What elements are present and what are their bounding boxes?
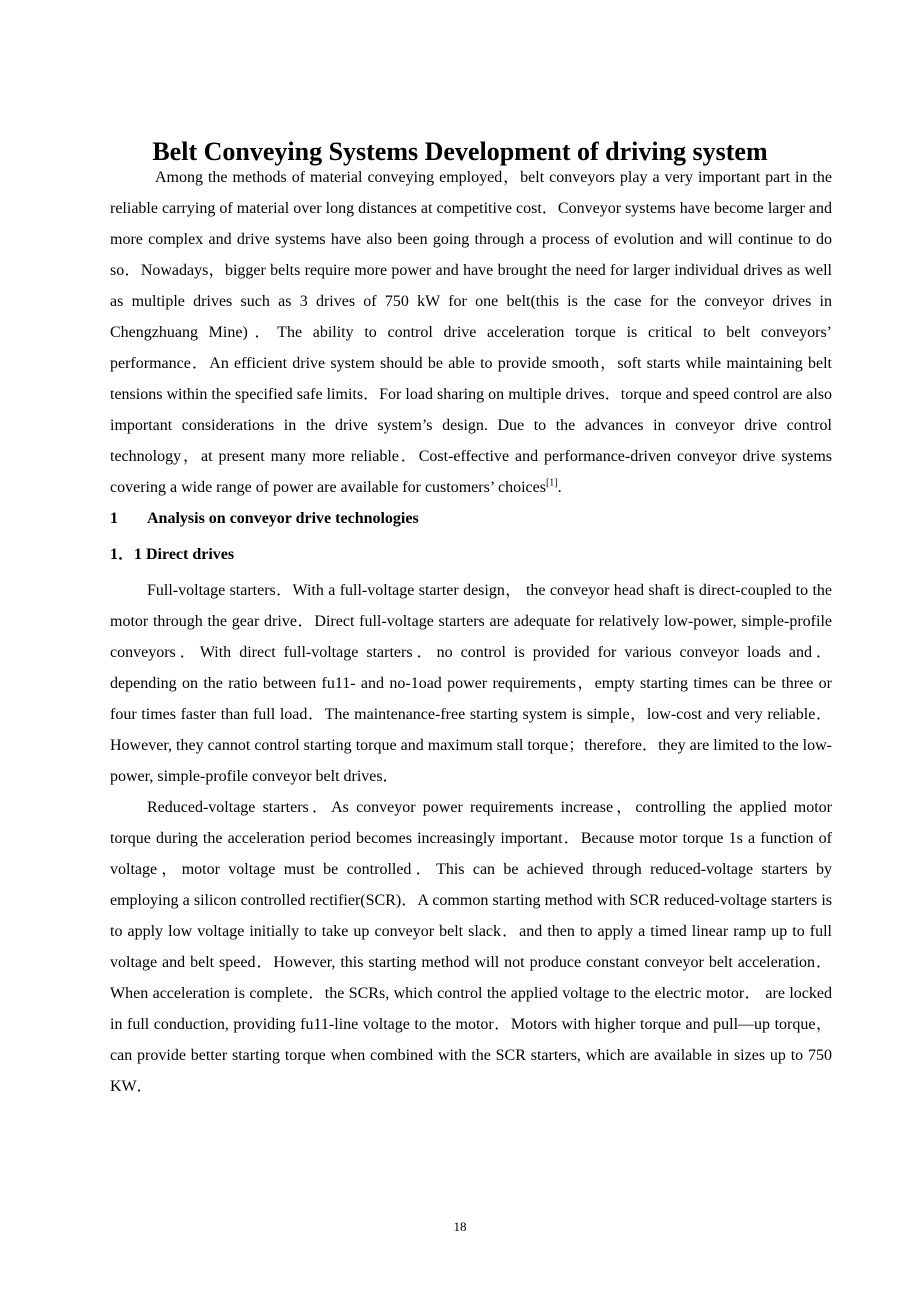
page-number: 18 — [453, 1219, 467, 1234]
section-title: Analysis on conveyor drive technologies — [147, 510, 419, 527]
document-body — [110, 162, 832, 1102]
section-heading-1 — [110, 503, 832, 534]
section-number: 1 — [110, 510, 118, 527]
reduced-voltage-paragraph: Reduced-voltage starters．As conveyor power requirements increase，controlling the applied motor torque during the acceleration period becomes increasingly important．Because motor torque 1s a function of voltage，motor voltage must be controlled．This can be achieved through reduced-voltage starters by employing a silicon controlled rectifier(SCR)．A common starting method with SCR reduced-voltage starters is to apply low voltage initially to take up conveyor belt slack．and then to apply a timed linear ramp up to full voltage and belt speed．However, this starting method will not produce constant conveyor belt acceleration．When acceleration is complete．the SCRs, which control the applied voltage to the electric motor． are locked in full conduction, providing fu11-line voltage to the motor．Motors with higher torque and pull—up torque，can provide better starting torque when combined with the SCR starters, which are available in sizes up to 750 KW． — [110, 799, 833, 1095]
intro-text: Among the methods of material conveying employed，belt conveyors play a very important part in the reliable carrying of material over long distances at competitive cost．Conveyor systems have become larger and more complex and drive systems have also been going through a process of evolution and will continue to do so．Nowadays，bigger belts require more power and have brought the need for larger individual drives as well as multiple drives such as 3 drives of 750 kW for one belt(this is the case for the conveyor drives in Chengzhuang Mine)．The ability to control drive acceleration torque is critical to belt conveyors’ performance．An efficient drive system should be able to provide smooth，soft starts while maintaining belt tensions within the specified safe limits．For load sharing on multiple drives．torque and speed control are also important considerations in the drive system’s design. Due to the advances in conveyor drive control technology，at present many more reliable．Cost-effective and performance-driven conveyor drive systems covering a wide range of power are available for customers’ choices — [110, 169, 832, 496]
page-title: Belt Conveying Systems Development of driving system — [152, 137, 768, 167]
full-voltage-paragraph: Full-voltage starters．With a full-voltage starter design， the conveyor head shaft is direct-coupled to the motor through the gear drive．Direct full-voltage starters are adequate for relatively low-power, simple-profile conveyors．With direct full-voltage starters．no control is provided for various conveyor loads and． depending on the ratio between fu11- and no-1oad power requirements，empty starting times can be three or four times faster than full load．The maintenance-free starting system is simple，low-cost and very reliable．However, they cannot control starting torque and maximum stall torque；therefore．they are limited to the low-power, simple-profile conveyor belt drives． — [110, 582, 832, 785]
citation-reference[interactable]: [1] — [545, 477, 558, 489]
intro-tail: . — [557, 479, 562, 496]
intro-paragraph — [110, 162, 832, 503]
subsection-heading-1-1: 1．1 Direct drives — [110, 546, 235, 563]
